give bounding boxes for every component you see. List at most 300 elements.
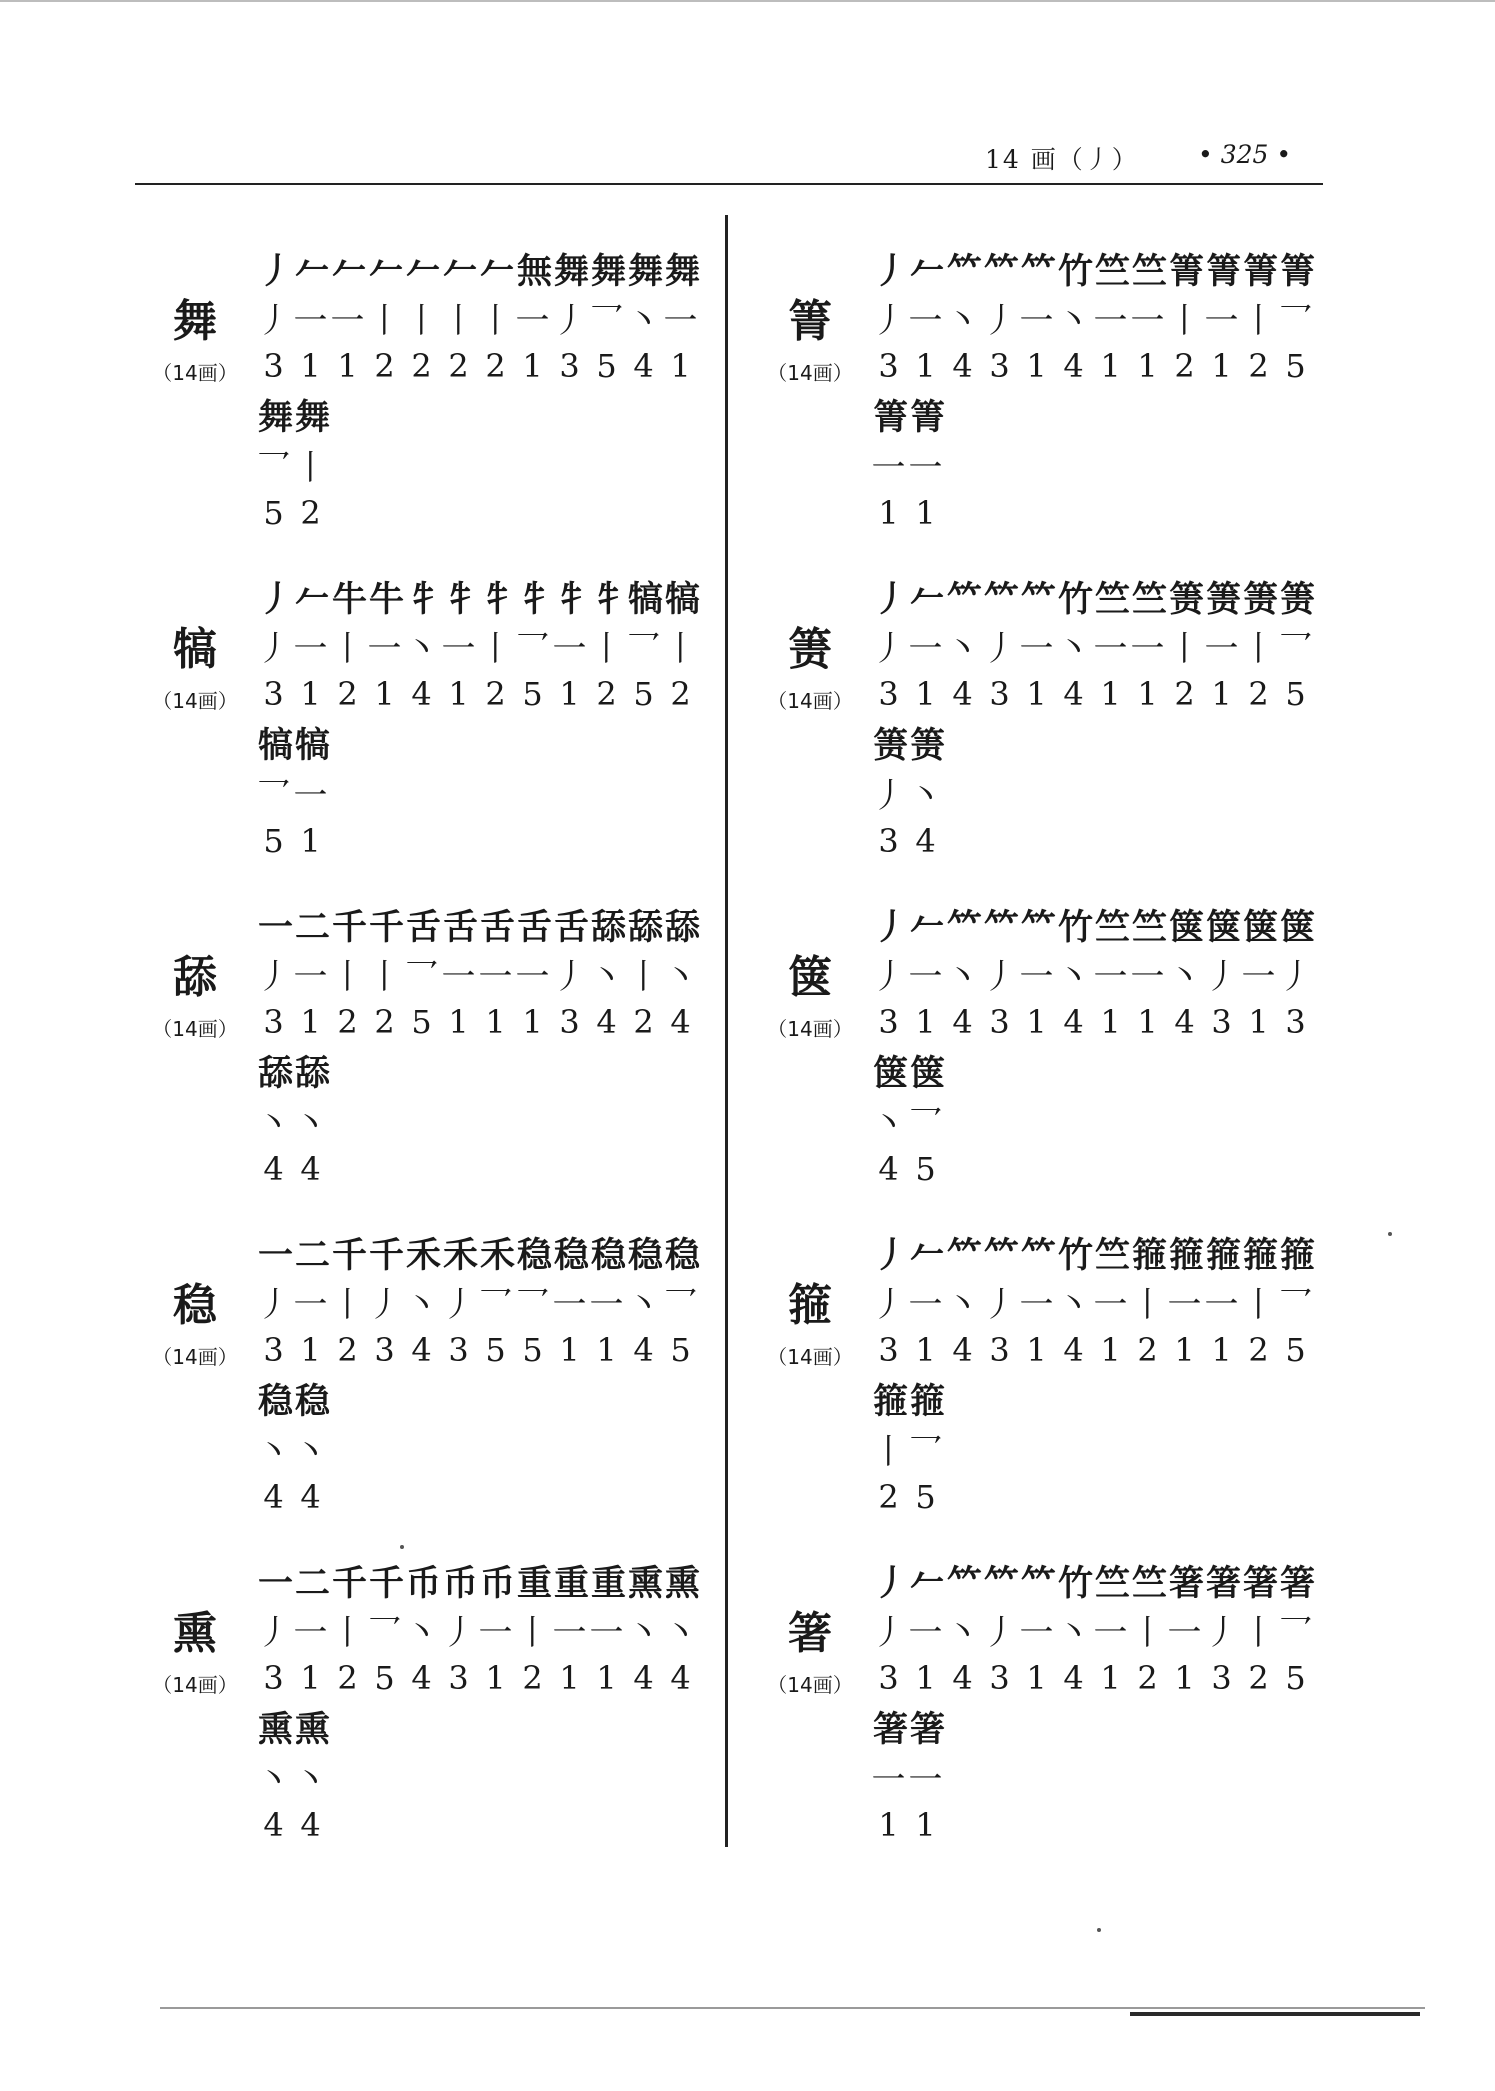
stroke-form: 稳 [664, 1235, 696, 1276]
top-edge-line [0, 0, 1495, 2]
stroke-form: 币 [479, 1563, 511, 1604]
stroke-glyph: 一 [293, 300, 328, 341]
stroke-number: 2 [1248, 1659, 1269, 1697]
stroke-number: 2 [485, 675, 506, 713]
forms-row-1 [870, 245, 1330, 293]
stroke-form: 箍 [1279, 1235, 1311, 1276]
stroke-glyph: 丨 [1167, 628, 1202, 669]
stroke-form: 熏 [257, 1709, 289, 1750]
stroke-number: 1 [1026, 1003, 1047, 1041]
forms-row-1 [870, 901, 1330, 949]
stroke-form: 丿 [872, 907, 904, 948]
nums-row-1 [870, 670, 1330, 718]
stroke-form: 禾 [405, 1235, 437, 1276]
stroke-form: 箐 [909, 397, 941, 438]
stroke-form: 𠂉 [909, 1235, 941, 1276]
stroke-form: 舞 [553, 251, 585, 292]
character-entry [755, 1557, 1325, 1877]
stroke-number: 4 [263, 1806, 284, 1844]
stroke-form: 箐 [1279, 251, 1311, 292]
stroke-number: 2 [337, 675, 358, 713]
stroke-glyph: 乛 [663, 1284, 698, 1325]
stroke-form: 重 [590, 1563, 622, 1604]
stroke-form: 牜 [479, 579, 511, 620]
stroke-number: 4 [263, 1478, 284, 1516]
stroke-glyph: 乛 [367, 1612, 402, 1653]
stroke-form: 𥫗 [983, 579, 1015, 620]
headword-character: 箐 [788, 296, 832, 347]
stroke-number: 1 [485, 1659, 506, 1697]
stroke-form: 𠂉 [479, 251, 511, 292]
stroke-number: 5 [1285, 1331, 1306, 1369]
stroke-form: 舔 [627, 907, 659, 948]
nums-row-2 [255, 817, 715, 865]
stroke-form: 丿 [872, 1235, 904, 1276]
forms-row-2 [870, 1703, 1330, 1751]
strokes-row-2 [255, 1096, 715, 1144]
stroke-number: 4 [1063, 675, 1084, 713]
stroke-form: 𠂉 [909, 579, 941, 620]
stroke-glyph: 一 [908, 628, 943, 669]
stroke-number: 2 [1174, 675, 1195, 713]
stroke-number: 1 [915, 494, 936, 532]
stroke-glyph: 乛 [404, 956, 439, 997]
stroke-form: 𥫗 [946, 579, 978, 620]
stroke-number: 1 [915, 347, 936, 385]
stroke-form: 箦 [1168, 579, 1200, 620]
stroke-form: 牛 [368, 579, 400, 620]
stroke-glyph: 一 [293, 1284, 328, 1325]
stroke-count-label: （14画） [152, 1673, 238, 1697]
stroke-number: 1 [1100, 347, 1121, 385]
stroke-number: 1 [878, 494, 899, 532]
stroke-form: 千 [368, 907, 400, 948]
stroke-glyph: 丿 [367, 1284, 402, 1325]
stroke-number: 4 [670, 1003, 691, 1041]
footer-rule [160, 2007, 1425, 2009]
strokes-row-2 [870, 1752, 1330, 1800]
stroke-glyph: 丨 [478, 300, 513, 341]
stroke-form: 舌 [479, 907, 511, 948]
stroke-form: 箧 [1168, 907, 1200, 948]
stroke-number: 2 [1248, 1331, 1269, 1369]
stroke-form: 竺 [1094, 579, 1126, 620]
stroke-glyph: 丨 [871, 1431, 906, 1472]
stroke-form: 箦 [872, 725, 904, 766]
stroke-form: 禾 [479, 1235, 511, 1276]
forms-row-1 [870, 1229, 1330, 1277]
stroke-form: 箸 [1205, 1563, 1237, 1604]
nums-row-2 [870, 489, 1330, 537]
stroke-form: 舔 [664, 907, 696, 948]
stroke-count-label: （14画） [152, 689, 238, 713]
stroke-glyph: 丶 [1056, 1284, 1091, 1325]
forms-row-2 [255, 391, 715, 439]
stroke-glyph: 丨 [441, 300, 476, 341]
stroke-glyph: 丶 [404, 628, 439, 669]
stroke-glyph: 一 [589, 1612, 624, 1653]
stroke-glyph: 丿 [256, 956, 291, 997]
stroke-glyph: 丶 [945, 1284, 980, 1325]
strokes-row-2 [255, 768, 715, 816]
strokes-row-1 [255, 293, 715, 341]
stroke-glyph: 丨 [1241, 1612, 1276, 1653]
stroke-glyph: 丶 [404, 1612, 439, 1653]
stroke-glyph: 乛 [626, 628, 661, 669]
stroke-number: 2 [1248, 675, 1269, 713]
stroke-glyph: 一 [552, 628, 587, 669]
stroke-form: 二 [294, 1235, 326, 1276]
stroke-number: 1 [522, 1003, 543, 1041]
stroke-number: 4 [411, 675, 432, 713]
stroke-number: 1 [559, 675, 580, 713]
stroke-number: 2 [374, 1003, 395, 1041]
stroke-form: 稳 [257, 1381, 289, 1422]
stroke-glyph: 丨 [1130, 1284, 1165, 1325]
stroke-glyph: 丿 [982, 1284, 1017, 1325]
stroke-number: 4 [670, 1659, 691, 1697]
stroke-number: 1 [300, 1003, 321, 1041]
stroke-number: 3 [263, 1659, 284, 1697]
stroke-glyph: 一 [515, 300, 550, 341]
stroke-form: 舌 [516, 907, 548, 948]
stroke-form: 竹 [1057, 1235, 1089, 1276]
stroke-number: 3 [1211, 1659, 1232, 1697]
stroke-glyph: 丿 [256, 628, 291, 669]
forms-row-2 [255, 719, 715, 767]
column-divider [725, 215, 728, 1847]
stroke-glyph: 一 [871, 1759, 906, 1800]
stroke-glyph: 一 [1167, 1612, 1202, 1653]
stroke-glyph: 乛 [256, 447, 291, 488]
stroke-glyph: 丿 [1204, 956, 1239, 997]
stroke-glyph: 一 [1019, 300, 1054, 341]
stroke-form: 𥫗 [946, 251, 978, 292]
strokes-row-1 [255, 621, 715, 669]
stroke-form: 千 [368, 1563, 400, 1604]
headword-character: 箸 [788, 1608, 832, 1659]
stroke-form: 丿 [872, 579, 904, 620]
stroke-form: 𥫗 [983, 251, 1015, 292]
headword-character: 箍 [788, 1280, 832, 1331]
nums-row-2 [255, 489, 715, 537]
stroke-glyph: 丨 [330, 1284, 365, 1325]
stroke-glyph: 丿 [871, 956, 906, 997]
stroke-glyph: 丿 [871, 775, 906, 816]
stroke-form: 牜 [442, 579, 474, 620]
stroke-glyph: 丶 [908, 775, 943, 816]
stroke-form: 竹 [1057, 907, 1089, 948]
nums-row-1 [870, 1654, 1330, 1702]
stroke-glyph: 丿 [552, 956, 587, 997]
stroke-number: 1 [1174, 1331, 1195, 1369]
stroke-number: 1 [1100, 1659, 1121, 1697]
stroke-glyph: 丶 [945, 628, 980, 669]
stroke-glyph: 丿 [256, 1612, 291, 1653]
stroke-glyph: 丶 [626, 1284, 661, 1325]
stroke-form: 𠂉 [405, 251, 437, 292]
stroke-count-label: （14画） [767, 1017, 853, 1041]
stroke-count-label: （14画） [152, 1345, 238, 1369]
stroke-number: 5 [670, 1331, 691, 1369]
strokes-row-1 [255, 1605, 715, 1653]
stroke-glyph: 一 [589, 1284, 624, 1325]
stroke-glyph: 一 [1241, 956, 1276, 997]
stroke-glyph: 丿 [441, 1612, 476, 1653]
stroke-form: 竺 [1094, 907, 1126, 948]
character-entry [140, 1557, 710, 1877]
forms-row-1 [870, 1557, 1330, 1605]
stroke-form: 竺 [1131, 251, 1163, 292]
stroke-form: 舔 [294, 1053, 326, 1094]
stroke-number: 5 [263, 494, 284, 532]
stroke-glyph: 一 [441, 956, 476, 997]
stroke-number: 4 [411, 1659, 432, 1697]
stroke-number: 5 [1285, 1659, 1306, 1697]
stroke-number: 3 [448, 1659, 469, 1697]
stroke-number: 5 [596, 347, 617, 385]
stroke-glyph: 一 [908, 956, 943, 997]
stroke-glyph: 丿 [1204, 1612, 1239, 1653]
stroke-number: 3 [878, 675, 899, 713]
stroke-form: 竺 [1131, 907, 1163, 948]
stroke-form: 牜 [405, 579, 437, 620]
strokes-row-1 [870, 1277, 1330, 1325]
stroke-number: 2 [1174, 347, 1195, 385]
stroke-glyph: 一 [293, 775, 328, 816]
headword-character: 箧 [788, 952, 832, 1003]
stroke-glyph: 丿 [256, 300, 291, 341]
stroke-glyph: 一 [1093, 1612, 1128, 1653]
nums-row-2 [255, 1801, 715, 1849]
stroke-number: 1 [559, 1659, 580, 1697]
stroke-glyph: 一 [1019, 1612, 1054, 1653]
stroke-form: 竺 [1094, 1235, 1126, 1276]
stroke-glyph: 乛 [256, 775, 291, 816]
stroke-form: 千 [368, 1235, 400, 1276]
stroke-glyph: 丶 [256, 1103, 291, 1144]
stroke-number: 3 [1285, 1003, 1306, 1041]
stroke-glyph: 丨 [515, 1612, 550, 1653]
stroke-glyph: 丿 [982, 1612, 1017, 1653]
stroke-glyph: 一 [1093, 628, 1128, 669]
character-entry [140, 245, 710, 565]
stroke-form: 箐 [1242, 251, 1274, 292]
stroke-glyph: 一 [1204, 1284, 1239, 1325]
nums-row-2 [255, 1145, 715, 1193]
stroke-glyph: 丨 [293, 447, 328, 488]
stroke-number: 4 [263, 1150, 284, 1188]
stroke-glyph: 丶 [1056, 300, 1091, 341]
stroke-form: 舞 [294, 397, 326, 438]
stroke-form: 𥫗 [946, 1563, 978, 1604]
stroke-count-label: （14画） [767, 689, 853, 713]
stroke-glyph: 丶 [404, 1284, 439, 1325]
stroke-glyph: 乛 [1278, 300, 1313, 341]
stroke-glyph: 一 [1019, 1284, 1054, 1325]
stroke-form: 舌 [442, 907, 474, 948]
strokes-row-2 [255, 1752, 715, 1800]
stroke-form: 一 [257, 907, 289, 948]
stroke-number: 2 [337, 1331, 358, 1369]
nums-row-1 [870, 342, 1330, 390]
stroke-glyph: 乛 [1278, 1284, 1313, 1325]
stroke-number: 4 [878, 1150, 899, 1188]
stroke-form: 箍 [872, 1381, 904, 1422]
stroke-glyph: 丨 [367, 300, 402, 341]
stroke-number: 1 [1100, 675, 1121, 713]
character-entry [140, 573, 710, 893]
stroke-glyph: 一 [1019, 628, 1054, 669]
stroke-glyph: 乛 [1278, 628, 1313, 669]
stroke-number: 1 [448, 675, 469, 713]
stroke-number: 4 [300, 1806, 321, 1844]
stroke-glyph: 丶 [293, 1431, 328, 1472]
stroke-glyph: 丨 [1241, 628, 1276, 669]
stroke-form: 犒 [664, 579, 696, 620]
stroke-number: 5 [1285, 347, 1306, 385]
stroke-form: 熏 [627, 1563, 659, 1604]
strokes-row-2 [870, 1424, 1330, 1472]
stroke-number: 1 [1026, 1659, 1047, 1697]
stroke-glyph: 丶 [293, 1759, 328, 1800]
stroke-number: 4 [411, 1331, 432, 1369]
stroke-glyph: 丨 [589, 628, 624, 669]
stroke-glyph: 丿 [256, 1284, 291, 1325]
stroke-number: 2 [522, 1659, 543, 1697]
forms-row-1 [255, 901, 715, 949]
stroke-form: 稳 [627, 1235, 659, 1276]
stroke-glyph: 丨 [1241, 1284, 1276, 1325]
stroke-number: 4 [633, 347, 654, 385]
headword-character: 舔 [173, 952, 217, 1003]
stroke-glyph: 一 [663, 300, 698, 341]
stroke-number: 3 [374, 1331, 395, 1369]
stroke-number: 1 [1100, 1331, 1121, 1369]
stroke-form: 𠂉 [331, 251, 363, 292]
stroke-number: 3 [263, 675, 284, 713]
stroke-number: 4 [596, 1003, 617, 1041]
stroke-number: 3 [263, 347, 284, 385]
stroke-number: 3 [263, 1003, 284, 1041]
forms-row-1 [255, 245, 715, 293]
stroke-number: 5 [263, 822, 284, 860]
stroke-glyph: 一 [1204, 628, 1239, 669]
stroke-number: 4 [952, 1003, 973, 1041]
stroke-form: 箍 [1242, 1235, 1274, 1276]
stroke-form: 丿 [257, 251, 289, 292]
stroke-count-label: （14画） [767, 1345, 853, 1369]
strokes-row-2 [255, 440, 715, 488]
stroke-glyph: 乛 [908, 1431, 943, 1472]
stroke-form: 竺 [1131, 579, 1163, 620]
stroke-form: 舞 [664, 251, 696, 292]
stroke-glyph: 一 [293, 1612, 328, 1653]
stroke-form: 𥫗 [946, 907, 978, 948]
nums-row-2 [870, 1473, 1330, 1521]
stroke-form: 稳 [294, 1381, 326, 1422]
stroke-number: 1 [915, 1659, 936, 1697]
stroke-number: 1 [878, 1806, 899, 1844]
stroke-glyph: 丨 [663, 628, 698, 669]
stroke-count-label: （14画） [767, 1673, 853, 1697]
stroke-number: 1 [1137, 675, 1158, 713]
stroke-number: 1 [559, 1331, 580, 1369]
stroke-form: 犒 [627, 579, 659, 620]
forms-row-2 [870, 1375, 1330, 1423]
stroke-number: 1 [448, 1003, 469, 1041]
stroke-form: 箧 [1205, 907, 1237, 948]
stroke-number: 4 [1063, 1659, 1084, 1697]
stroke-form: 箍 [909, 1381, 941, 1422]
stroke-number: 4 [952, 347, 973, 385]
stroke-glyph: 一 [515, 956, 550, 997]
stroke-number: 1 [337, 347, 358, 385]
stroke-glyph: 一 [1093, 1284, 1128, 1325]
stroke-number: 1 [300, 1659, 321, 1697]
nums-row-1 [255, 1654, 715, 1702]
stroke-number: 1 [915, 1003, 936, 1041]
stroke-form: 箦 [909, 725, 941, 766]
stroke-number: 4 [915, 822, 936, 860]
strokes-row-2 [255, 1424, 715, 1472]
forms-row-2 [255, 1703, 715, 1751]
headword-character: 稳 [173, 1280, 217, 1331]
stroke-number: 1 [670, 347, 691, 385]
stroke-form: 稳 [553, 1235, 585, 1276]
stroke-number: 1 [522, 347, 543, 385]
stroke-number: 4 [633, 1331, 654, 1369]
stroke-form: 𥫗 [1020, 579, 1052, 620]
stroke-glyph: 丨 [330, 628, 365, 669]
stroke-glyph: 一 [478, 956, 513, 997]
stroke-form: 箧 [1279, 907, 1311, 948]
section-heading: 14 画（丿） [985, 145, 1139, 174]
stroke-form: 丿 [872, 1563, 904, 1604]
headword-character: 舞 [173, 296, 217, 347]
stroke-form: 一 [257, 1563, 289, 1604]
stroke-glyph: 丿 [871, 628, 906, 669]
stroke-number: 5 [411, 1003, 432, 1041]
stroke-number: 2 [596, 675, 617, 713]
stroke-glyph: 丿 [1278, 956, 1313, 997]
character-entry [755, 1229, 1325, 1549]
stroke-number: 5 [485, 1331, 506, 1369]
nums-row-1 [255, 998, 715, 1046]
stroke-number: 3 [559, 1003, 580, 1041]
stroke-number: 2 [300, 494, 321, 532]
stroke-glyph: 丨 [404, 300, 439, 341]
stroke-glyph: 丿 [552, 300, 587, 341]
stroke-glyph: 一 [908, 447, 943, 488]
character-entry [755, 901, 1325, 1221]
stroke-number: 1 [374, 675, 395, 713]
strokes-row-1 [870, 293, 1330, 341]
nums-row-2 [870, 1801, 1330, 1849]
stroke-form: 𥫗 [1020, 1563, 1052, 1604]
stroke-number: 3 [448, 1331, 469, 1369]
stroke-number: 5 [1285, 675, 1306, 713]
stroke-glyph: 丶 [871, 1103, 906, 1144]
stroke-glyph: 丶 [945, 300, 980, 341]
forms-row-2 [870, 1047, 1330, 1095]
stroke-form: 竺 [1131, 1563, 1163, 1604]
nums-row-1 [870, 998, 1330, 1046]
stroke-number: 2 [337, 1003, 358, 1041]
stroke-number: 4 [952, 675, 973, 713]
strokes-row-1 [870, 949, 1330, 997]
stroke-glyph: 丿 [441, 1284, 476, 1325]
